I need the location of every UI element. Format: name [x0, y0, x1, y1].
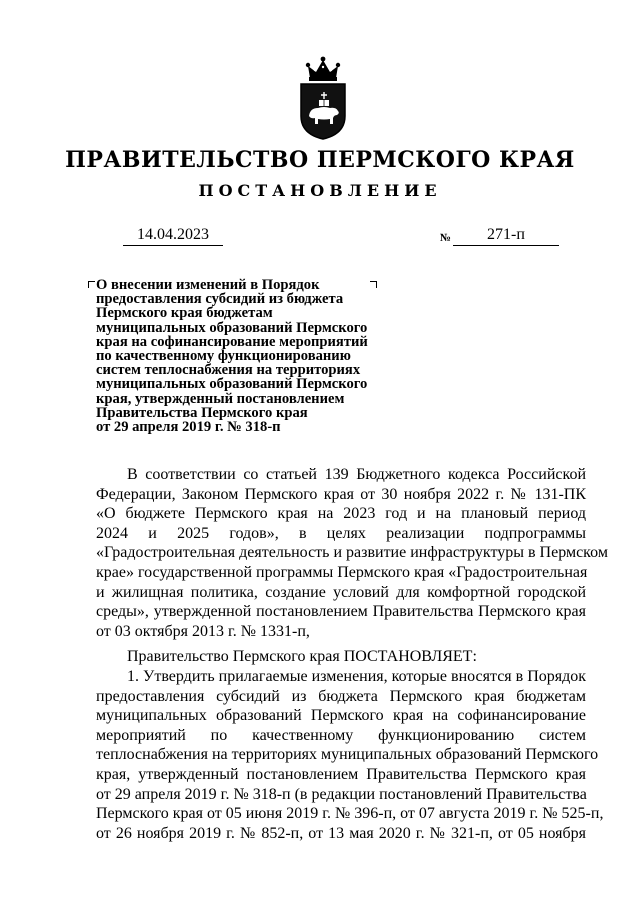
document-number: 271-п	[453, 226, 559, 246]
heading-line: Пермского края бюджетам	[96, 305, 273, 322]
heading-line: О внесении изменений в Порядок	[96, 277, 320, 293]
body-line: среды», утвержденной постановлением Правительства Пермского края	[96, 603, 586, 621]
document-date: 14.04.2023	[123, 226, 223, 246]
body-line: 1. Утвердить прилагаемые изменения, которые вносятся в Порядок	[127, 667, 587, 685]
body-line: от 26 ноября 2019 г. № 852-п, от 13 мая 2020 г. № 321-п, от 05 ноября	[96, 824, 586, 842]
body-line: предоставления субсидий из бюджета Пермского края бюджетам	[96, 687, 586, 705]
heading-line: Правительства Пермского края	[96, 404, 308, 421]
number-label: №	[440, 232, 452, 244]
heading-line: края, утвержденный постановлением	[96, 390, 345, 407]
heading-line: муниципальных образований Пермского	[96, 376, 368, 393]
body-line: Федерации, Законом Пермского края от 30 ноября 2022 г. № 131-ПК	[96, 485, 586, 503]
body-line: крае» государственной программы Пермского края «Градостроительная	[96, 563, 588, 581]
heading-line: предоставления субсидий из бюджета	[96, 291, 344, 308]
heading-line: муниципальных образований Пермского	[96, 319, 368, 336]
body-line: мероприятий по качественному функционированию систем	[96, 726, 586, 744]
document-heading	[96, 278, 386, 434]
heading-line: края на софинансирование мероприятий	[96, 333, 368, 350]
document-type-title: ПОСТАНОВЛЕНИЕ	[198, 181, 442, 200]
government-title: ПРАВИТЕЛЬСТВО ПЕРМСКОГО КРАЯ	[65, 147, 575, 173]
body-line: теплоснабжения на территориях муниципальных образований Пермского	[96, 746, 599, 764]
body-line: от 03 октября 2013 г. № 1331-п,	[96, 622, 310, 640]
coat-of-arms-icon	[296, 56, 350, 140]
body-line: от 29 апреля 2019 г. № 318-п (в редакции постановлений Правительства	[96, 785, 587, 803]
body-line: 2024 и 2025 годов», в целях реализации подпрограммы	[96, 524, 586, 542]
body-line: муниципальных образований Пермского края на софинансирование	[96, 707, 586, 725]
body-line: «Градостроительная деятельность и развитие инфраструктуры в Пермском	[96, 544, 608, 562]
heading-line: от 29 апреля 2019 г. № 318-п	[96, 419, 281, 436]
heading-corner-mark-left	[88, 281, 95, 288]
body-line: края, утвержденный постановлением Правительства Пермского края	[96, 765, 586, 783]
body-line: Пермского края от 05 июня 2019 г. № 396-п, от 07 августа 2019 г. № 525-п,	[96, 805, 604, 823]
resolves-line: Правительство Пермского края ПОСТАНОВЛЯЕТ:	[127, 648, 477, 666]
body-line: «О бюджете Пермского края на 2023 год и на плановый период	[96, 505, 586, 523]
document-body	[96, 465, 608, 843]
heading-line: систем теплоснабжения на территориях	[96, 362, 361, 379]
heading-line: по качественному функционированию	[96, 348, 351, 365]
body-line: и жилищная политика, создание условий для комфортной городской	[96, 583, 586, 601]
body-line: В соответствии со статьей 139 Бюджетного кодекса Российской	[127, 466, 586, 483]
